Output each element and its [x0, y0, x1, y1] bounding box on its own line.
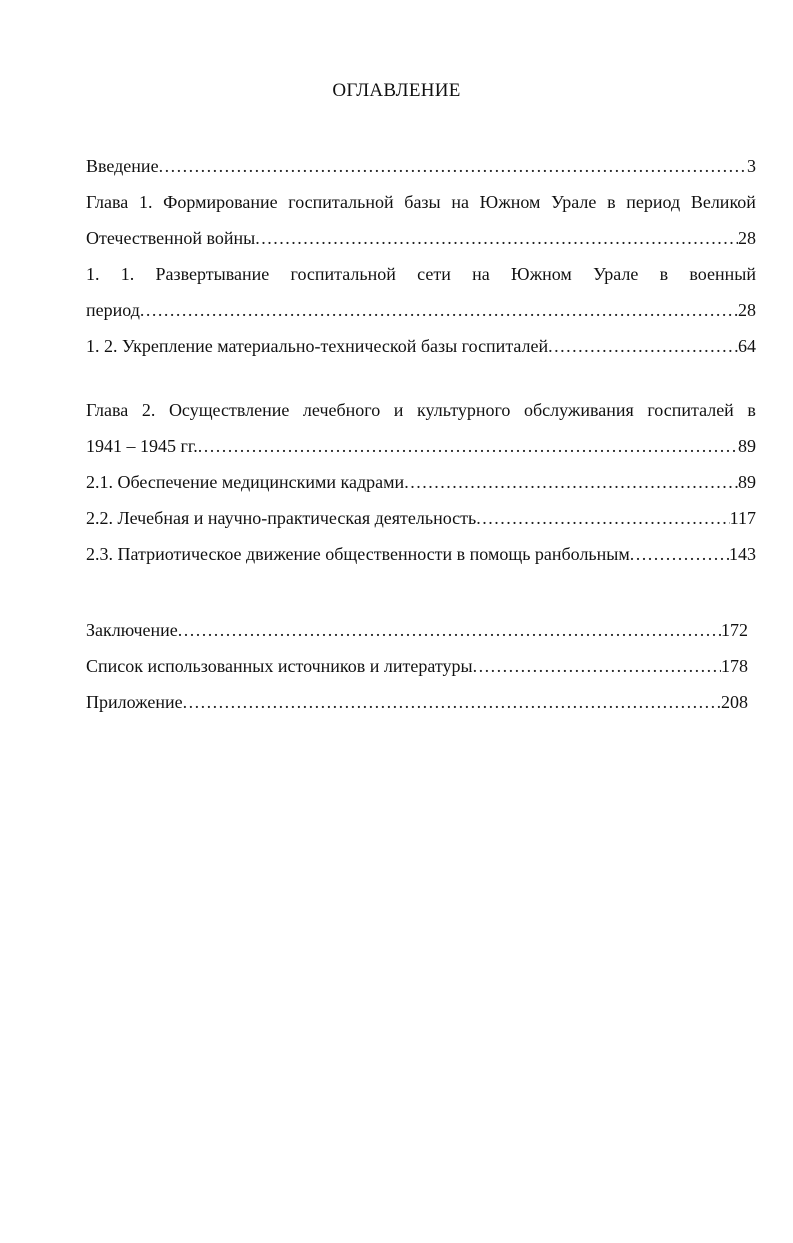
toc-entry-label: Приложение [86, 692, 183, 712]
toc-word: Формирование [163, 192, 278, 212]
toc-word: Великой [690, 192, 756, 212]
toc-word: на [451, 192, 469, 212]
toc-word: базы [404, 192, 441, 212]
toc-page-number: 172 [721, 620, 748, 640]
toc-page-number: 89 [738, 472, 756, 492]
toc-word: госпитальной [288, 192, 394, 212]
toc-entry-label: Заключение [86, 620, 178, 640]
toc-word: госпиталей [647, 400, 734, 420]
dot-leader [159, 148, 747, 184]
table-of-contents [86, 148, 756, 572]
toc-word: Развертывание [155, 264, 270, 284]
toc-entry-label: 1. 2. Укрепление материально-технической базы госпиталей [86, 336, 549, 356]
toc-entry-label: Список использованных источников и литературы [86, 656, 473, 676]
toc-word: Глава [86, 192, 129, 212]
toc-word: госпитальной [290, 264, 396, 284]
toc-word: военный [689, 264, 756, 284]
toc-entry-label: Введение [86, 156, 159, 176]
toc-word: в [607, 192, 616, 212]
toc-entry-sources[interactable] [86, 648, 748, 684]
dot-leader [183, 684, 721, 720]
spacer [86, 364, 756, 392]
dot-leader [178, 612, 721, 648]
toc-word: в [659, 264, 669, 284]
toc-page-number: 208 [721, 692, 748, 712]
toc-entry-section1-2[interactable] [86, 328, 756, 364]
toc-entry-label: 2.2. Лечебная и научно-практическая деятельность [86, 508, 477, 528]
toc-word: сети [417, 264, 451, 284]
dot-leader [630, 536, 729, 572]
dot-leader [255, 220, 738, 256]
toc-page-number: 89 [738, 436, 756, 456]
toc-entry-intro[interactable] [86, 148, 756, 184]
toc-entry-section2-3[interactable] [86, 536, 756, 572]
toc-page-number: 64 [738, 336, 756, 356]
toc-entry-chapter2-line2[interactable] [86, 428, 756, 464]
toc-page-number: 178 [721, 656, 748, 676]
dot-leader [404, 464, 738, 500]
toc-word: на [472, 264, 490, 284]
dot-leader [476, 500, 729, 536]
toc-page-number: 28 [738, 228, 756, 248]
toc-word: Осуществление [168, 400, 290, 420]
toc-back-matter [86, 612, 748, 720]
dot-leader [473, 648, 721, 684]
toc-entry-chapter2-line1[interactable] [86, 392, 756, 428]
toc-word: Южном [510, 264, 572, 284]
toc-word: 1. [86, 264, 100, 284]
toc-entry-section2-2[interactable] [86, 500, 756, 536]
toc-entry-label: 2.3. Патриотическое движение общественности в помощь ранбольным [86, 544, 630, 564]
toc-entry-appendix[interactable] [86, 684, 748, 720]
toc-word: Глава [86, 400, 129, 420]
toc-word: 1. [138, 192, 153, 212]
toc-word: лечебного [302, 400, 381, 420]
toc-word: культурного [417, 400, 511, 420]
toc-word: Урале [593, 264, 639, 284]
toc-entry-conclusion[interactable] [86, 612, 748, 648]
dot-leader [548, 328, 738, 364]
toc-entry-section2-1[interactable] [86, 464, 756, 500]
toc-entry-section1-1-line2[interactable] [86, 292, 756, 328]
toc-entry-label: период [86, 300, 140, 320]
toc-page-number: 143 [729, 544, 756, 564]
toc-page-number: 3 [747, 156, 756, 176]
toc-word: и [393, 400, 404, 420]
toc-page-number: 117 [729, 508, 756, 528]
toc-entry-label: 1941 – 1945 гг. [86, 436, 198, 456]
toc-word: в [747, 400, 756, 420]
toc-entry-chapter1-line1[interactable] [86, 184, 756, 220]
toc-entry-label: 2.1. Обеспечение медицинскими кадрами [86, 472, 405, 492]
toc-word: 2. [141, 400, 156, 420]
toc-word: обслуживания [524, 400, 634, 420]
toc-entry-chapter1-line2[interactable] [86, 220, 756, 256]
toc-word: Южном [479, 192, 541, 212]
toc-entry-label: Отечественной войны [86, 228, 256, 248]
dot-leader [198, 428, 738, 464]
toc-word: Урале [551, 192, 597, 212]
toc-page-number: 28 [738, 300, 756, 320]
toc-entry-section1-1-line1[interactable] [86, 256, 756, 292]
dot-leader [140, 292, 738, 328]
page-title: ОГЛАВЛЕНИЕ [332, 80, 461, 101]
toc-word: 1. [120, 264, 135, 284]
toc-word: период [626, 192, 681, 212]
